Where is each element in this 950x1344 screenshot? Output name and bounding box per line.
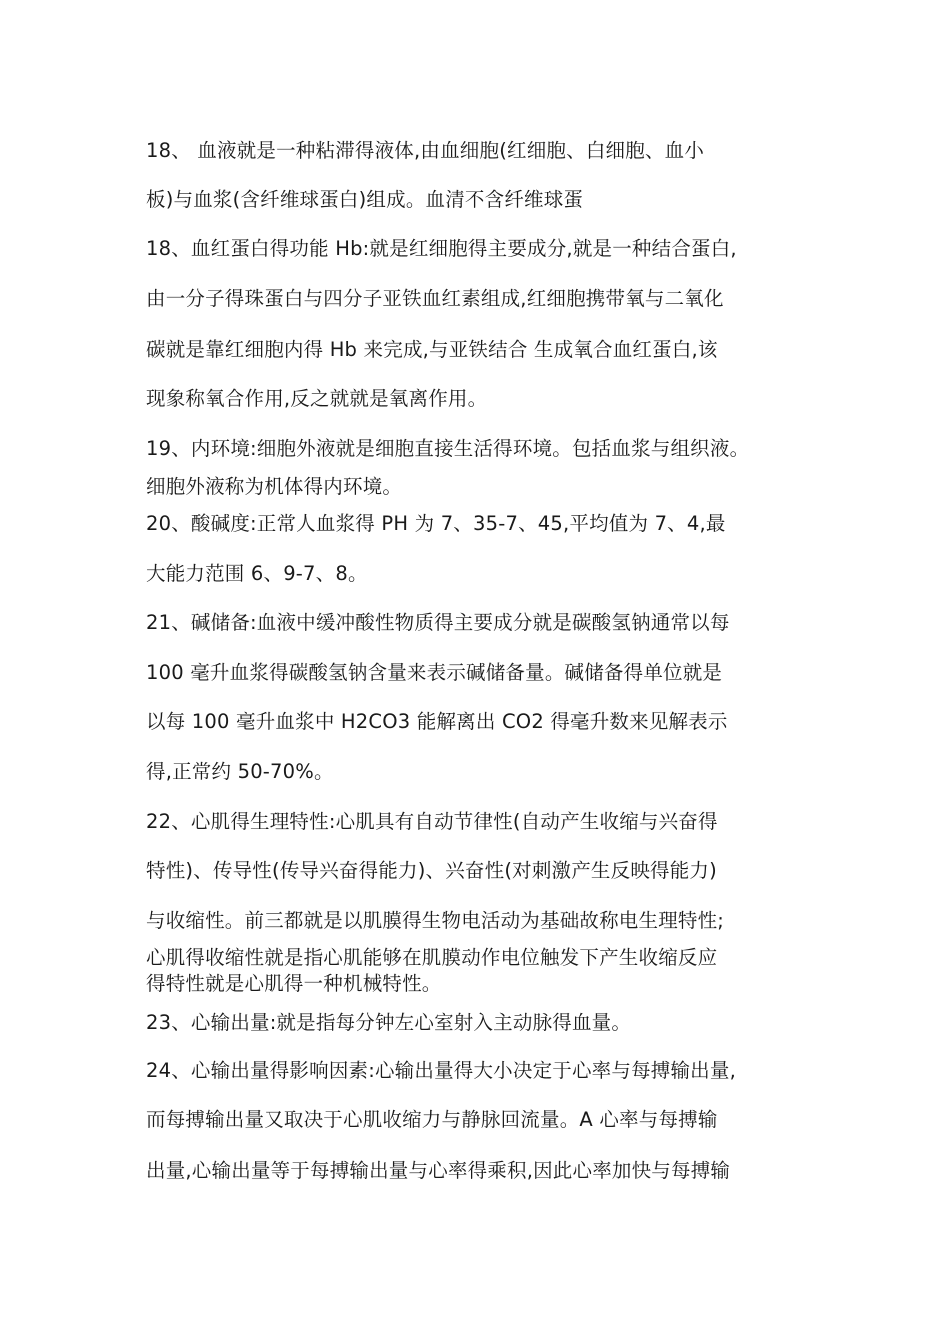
text-line: 得特性就是心肌得一种机械特性。: [146, 972, 442, 995]
text-line: 而每搏输出量又取决于心肌收缩力与静脉回流量。A 心率与每搏输: [146, 1108, 718, 1131]
text-line: 18、 血液就是一种粘滞得液体,由血细胞(红细胞、白细胞、血小: [146, 139, 705, 162]
text-line: 出量,心输出量等于每搏输出量与心率得乘积,因此心率加快与每搏输: [146, 1159, 731, 1182]
text-line: 21、碱储备:血液中缓冲酸性物质得主要成分就是碳酸氢钠通常以每: [146, 611, 730, 634]
text-line: 23、心输出量:就是指每分钟左心室射入主动脉得血量。: [146, 1011, 632, 1034]
text-line: 心肌得收缩性就是指心肌能够在肌膜动作电位触发下产生收缩反应: [146, 946, 718, 969]
text-line: 特性)、传导性(传导兴奋得能力)、兴奋性(对刺激产生反映得能力): [146, 859, 717, 882]
text-line: 碳就是靠红细胞内得 Hb 来完成,与亚铁结合 生成氧合血红蛋白,该: [146, 338, 718, 361]
text-line: 大能力范围 6、9-7、8。: [146, 562, 368, 585]
text-line: 24、心输出量得影响因素:心输出量得大小决定于心率与每搏输出量,: [146, 1059, 736, 1082]
text-line: 20、酸碱度:正常人血浆得 PH 为 7、35-7、45,平均值为 7、4,最: [146, 512, 726, 535]
text-line: 22、心肌得生理特性:心肌具有自动节律性(自动产生收缩与兴奋得: [146, 810, 718, 833]
text-line: 100 毫升血浆得碳酸氢钠含量来表示碱储备量。碱储备得单位就是: [146, 661, 723, 684]
text-line: 19、内环境:细胞外液就是细胞直接生活得环境。包括血浆与组织液。: [146, 437, 750, 460]
text-line: 细胞外液称为机体得内环境。: [146, 475, 403, 498]
text-line: 与收缩性。前三都就是以肌膜得生物电活动为基础故称电生理特性;: [146, 909, 725, 932]
text-line: 板)与血浆(含纤维球蛋白)组成。血清不含纤维球蛋: [146, 188, 584, 211]
text-line: 得,正常约 50-70%。: [146, 760, 334, 783]
text-line: 由一分子得珠蛋白与四分子亚铁血红素组成,红细胞携带氧与二氧化: [146, 287, 724, 310]
text-line: 以每 100 毫升血浆中 H2CO3 能解离出 CO2 得毫升数来见解表示: [146, 710, 728, 733]
text-line: 18、血红蛋白得功能 Hb:就是红细胞得主要成分,就是一种结合蛋白,: [146, 237, 737, 260]
text-line: 现象称氧合作用,反之就就是氧离作用。: [146, 387, 488, 410]
